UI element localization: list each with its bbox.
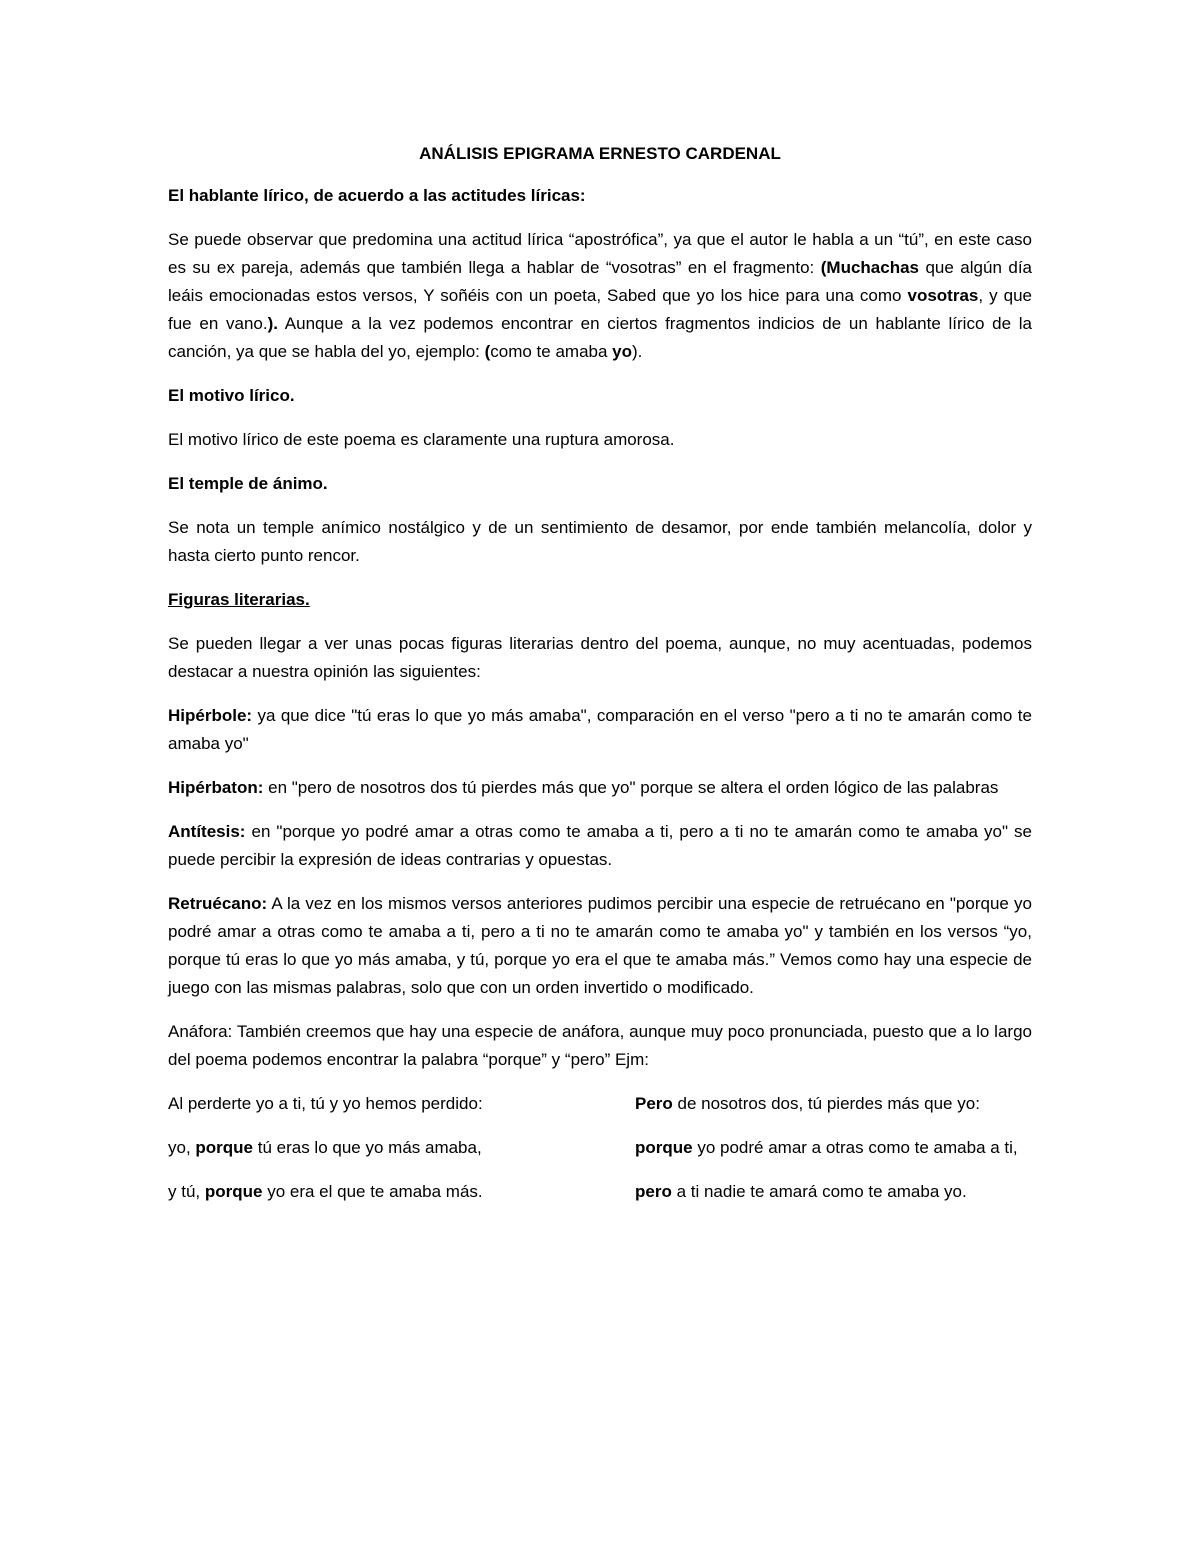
verse-keyword: porque <box>195 1138 254 1157</box>
text-run: Se puede observar que predomina una actitud lírica “apostrófica”, ya que el autor le habla a un “tú”, en este caso es su ex pareja, además que también llega a hablar de “vosotras” en el fragmento: <box>168 230 1032 277</box>
verse-column-right <box>635 1090 1032 1222</box>
verse-text: tú eras lo que yo más amaba, <box>253 1138 482 1157</box>
figure-text: A la vez en los mismos versos anteriores pudimos percibir una especie de retruécano en "porque yo podré amar a otras como te amaba a ti, pero a ti no te amarán como te amaba yo" y también en los versos “yo, porque tú eras lo que yo más amaba, y tú, porque yo era el que te amaba más.” Vemos como hay una especie de juego con las mismas palabras, solo que con un orden invertido o modificado. <box>168 894 1032 997</box>
verse-line <box>635 1134 1032 1162</box>
verse-text: yo, <box>168 1138 196 1157</box>
verse-text: y tú, <box>168 1182 205 1201</box>
text-run-bold: yo <box>612 342 633 361</box>
verse-text: de nosotros dos, tú pierdes más que yo: <box>672 1094 980 1113</box>
text-run-bold: ( <box>484 342 491 361</box>
text-run: ). <box>632 342 643 361</box>
text-run: como te amaba <box>490 342 613 361</box>
document-body <box>168 140 1032 1270</box>
paragraph-motivo: El motivo lírico de este poema es claramente una ruptura amorosa. <box>168 430 675 449</box>
verse-line <box>635 1178 1032 1206</box>
verse-line <box>168 1134 588 1162</box>
paragraph-hablante <box>168 226 1032 366</box>
figure-label: Hipérbaton: <box>168 778 264 797</box>
verse-keyword: pero <box>635 1182 672 1201</box>
verse-line: Al perderte yo a ti, tú y yo hemos perdido: <box>168 1094 483 1113</box>
verse-columns <box>168 1090 1032 1270</box>
figure-text: ya que dice "tú eras lo que yo más amaba", comparación en el verso "pero a ti no te amarán como te amaba yo" <box>168 706 1032 753</box>
text-run: , y que fue en vano. <box>168 286 1032 333</box>
verse-text: yo podré amar a otras como te amaba a ti, <box>692 1138 1018 1157</box>
verse-text: a ti nadie te amará como te amaba yo. <box>671 1182 967 1201</box>
section-heading-motivo: El motivo lírico. <box>168 386 295 405</box>
figure-label: Retruécano: <box>168 894 268 913</box>
paragraph-anafora: Anáfora: También creemos que hay una especie de anáfora, aunque muy poco pronunciada, puesto que a lo largo del poema podemos encontrar la palabra “porque” y “pero” Ejm: <box>168 1022 1032 1069</box>
text-run: Aunque a la vez podemos encontrar en ciertos fragmentos indicios de un hablante lírico de la canción, ya que se habla del yo, ejemplo: <box>168 314 1032 361</box>
text-run-bold: ). <box>267 314 278 333</box>
figure-text: en "pero de nosotros dos tú pierdes más que yo" porque se altera el orden lógico de las palabras <box>263 778 999 797</box>
figure-label: Hipérbole: <box>168 706 253 725</box>
verse-keyword: Pero <box>635 1094 673 1113</box>
paragraph-retruecano <box>168 890 1032 1002</box>
text-run-bold: (Muchachas <box>820 258 919 277</box>
section-heading-temple: El temple de ánimo. <box>168 474 328 493</box>
section-heading-hablante: El hablante lírico, de acuerdo a las actitudes líricas: <box>168 186 586 205</box>
verse-keyword: porque <box>635 1138 693 1157</box>
paragraph-antitesis <box>168 818 1032 874</box>
text-run: que algún día leáis emocionadas estos versos, Y soñéis con un poeta, Sabed que yo los hice para una como <box>168 258 1033 305</box>
verse-text: yo era el que te amaba más. <box>262 1182 483 1201</box>
verse-line <box>635 1090 1032 1118</box>
figure-label: Antítesis: <box>168 822 246 841</box>
verse-keyword: porque <box>204 1182 263 1201</box>
document-title: ANÁLISIS EPIGRAMA ERNESTO CARDENAL <box>419 144 781 163</box>
section-heading-figuras: Figuras literarias. <box>168 590 310 609</box>
paragraph-temple: Se nota un temple anímico nostálgico y de un sentimiento de desamor, por ende también melancolía, dolor y hasta cierto punto rencor. <box>168 518 1032 565</box>
figure-text: en "porque yo podré amar a otras como te amaba a ti, pero a ti no te amarán como te amaba yo" se puede percibir la expresión de ideas contrarias y opuestas. <box>168 822 1032 869</box>
verse-line <box>168 1178 588 1206</box>
verse-column-left <box>168 1090 588 1222</box>
paragraph-hiperbole <box>168 702 1032 758</box>
paragraph-hiperbaton <box>168 774 1032 802</box>
text-run-bold: vosotras <box>907 286 979 305</box>
paragraph-figuras-intro: Se pueden llegar a ver unas pocas figuras literarias dentro del poema, aunque, no muy acentuadas, podemos destacar a nuestra opinión las siguientes: <box>168 634 1032 681</box>
